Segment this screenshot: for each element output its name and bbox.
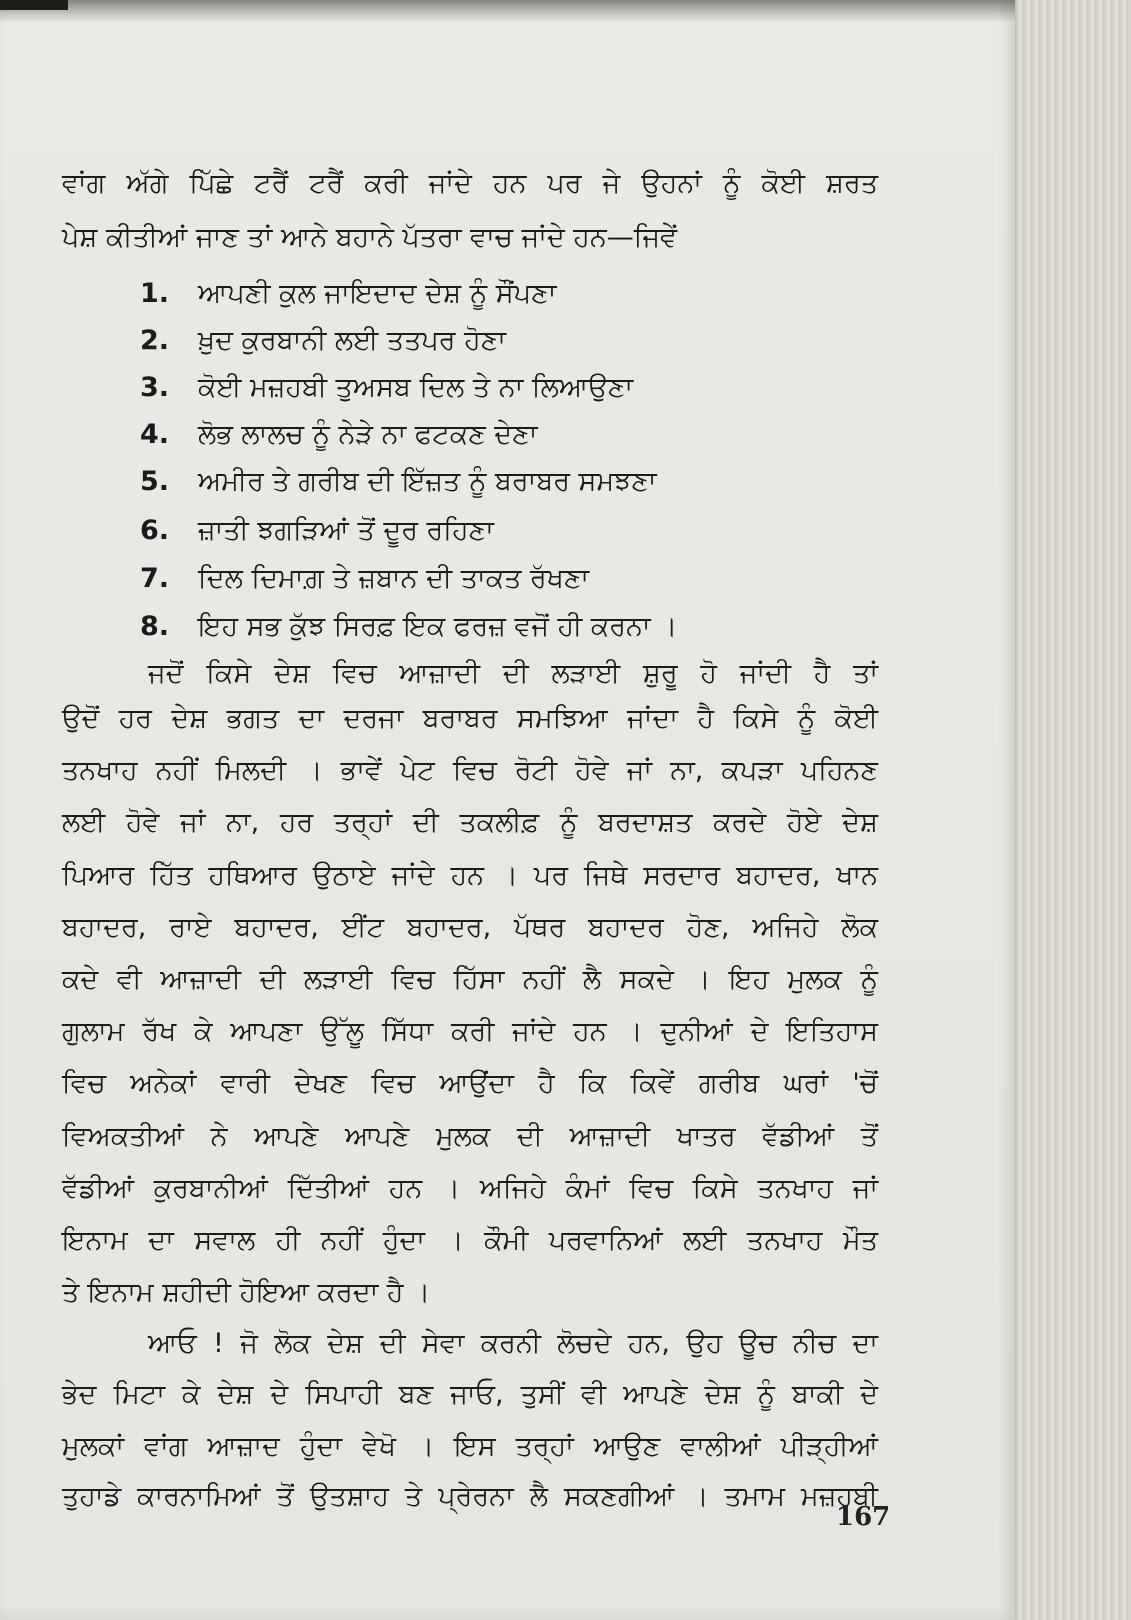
intro-line: ਵਾਂਗ ਅੱਗੇ ਪਿੱਛੇ ਟਰੈਂ ਟਰੈਂ ਕਰੀ ਜਾਂਦੇ ਹਨ ਪਰ ਜੇ ਉਹਨਾਂ ਨੂੰ ਕੋਈ ਸ਼ਰਤ [62,168,878,199]
list-text: ਜ਼ਾਤੀ ਝਗੜਿਆਂ ਤੋਂ ਦੂਰ ਰਹਿਣਾ [198,515,494,546]
list-text: ਲੋਭ ਲਾਲਚ ਨੂੰ ਨੇੜੇ ਨਾ ਫਟਕਣ ਦੇਣਾ [198,419,538,450]
list-number: 8. [140,611,170,642]
list-number: 1. [140,278,170,309]
list-item [140,565,589,592]
list-item [140,468,657,495]
paragraph-line: ਪਿਆਰ ਹਿੱਤ ਹਥਿਆਰ ਉਠਾਏ ਜਾਂਦੇ ਹਨ । ਪਰ ਜਿਥੇ ਸਰਦਾਰ ਬਹਾਦਰ, ਖਾਨ [62,860,878,891]
list-item [140,421,537,448]
paragraph-line: ਲਈ ਹੋਵੇ ਜਾਂ ਨਾ, ਹਰ ਤਰ੍ਹਾਂ ਦੀ ਤਕਲੀਫ਼ ਨੂੰ ਬਰਦਾਸ਼ਤ ਕਰਦੇ ਹੋਏ ਦੇਸ਼ [62,807,878,838]
paragraph-line: ਭੇਦ ਮਿਟਾ ਕੇ ਦੇਸ਼ ਦੇ ਸਿਪਾਹੀ ਬਣ ਜਾਓ, ਤੁਸੀਂ ਵੀ ਆਪਣੇ ਦੇਸ਼ ਨੂੰ ਬਾਕੀ ਦੇ [62,1379,878,1410]
paragraph-line: ਇਨਾਮ ਦਾ ਸਵਾਲ ਹੀ ਨਹੀਂ ਹੁੰਦਾ । ਕੌਮੀ ਪਰਵਾਨਿਆਂ ਲਈ ਤਨਖਾਹ ਮੌਤ [62,1225,878,1256]
paragraph-line: ਉਦੋਂ ਹਰ ਦੇਸ਼ ਭਗਤ ਦਾ ਦਰਜਾ ਬਰਾਬਰ ਸਮਝਿਆ ਜਾਂਦਾ ਹੈ ਕਿਸੇ ਨੂੰ ਕੋਈ [62,703,878,734]
list-number: 6. [140,515,170,546]
list-item [140,613,677,640]
list-text: ਕੋਈ ਮਜ਼ਹਬੀ ਤੁਅਸਬ ਦਿਲ ਤੇ ਨਾ ਲਿਆਉਣਾ [198,372,634,403]
paragraph-line: ਬਹਾਦਰ, ਰਾਏ ਬਹਾਦਰ, ਈਂਟ ਬਹਾਦਰ, ਪੱਥਰ ਬਹਾਦਰ ਹੋਣ, ਅਜਿਹੇ ਲੋਕ [62,912,878,943]
list-text: ਅਮੀਰ ਤੇ ਗਰੀਬ ਦੀ ਇੱਜ਼ਤ ਨੂੰ ਬਰਾਬਰ ਸਮਝਣਾ [198,466,657,497]
list-text: ਇਹ ਸਭ ਕੁੱਝ ਸਿਰਫ਼ ਇਕ ਫਰਜ਼ ਵਜੋਂ ਹੀ ਕਰਨਾ । [198,611,678,642]
paragraph-line: ਕਦੇ ਵੀ ਆਜ਼ਾਦੀ ਦੀ ਲੜਾਈ ਵਿਚ ਹਿੱਸਾ ਨਹੀਂ ਲੈ ਸਕਦੇ । ਇਹ ਮੁਲਕ ਨੂੰ [62,964,878,995]
list-item [140,517,494,544]
list-number: 7. [140,563,170,594]
paragraph-line: ਜਦੋਂ ਕਿਸੇ ਦੇਸ਼ ਵਿਚ ਆਜ਼ਾਦੀ ਦੀ ਲੜਾਈ ਸ਼ੁਰੂ ਹੋ ਜਾਂਦੀ ਹੈ ਤਾਂ [148,658,878,689]
paragraph-line: ਵਿਚ ਅਨੇਕਾਂ ਵਾਰੀ ਦੇਖਣ ਵਿਚ ਆਉਂਦਾ ਹੈ ਕਿ ਕਿਵੇਂ ਗਰੀਬ ਘਰਾਂ 'ਚੋਂ [62,1068,878,1099]
list-text: ਖ਼ੁਦ ਕੁਰਬਾਨੀ ਲਈ ਤਤਪਰ ਹੋਣਾ [198,325,507,356]
paragraph-line: ਵੱਡੀਆਂ ਕੁਰਬਾਨੀਆਂ ਦਿੱਤੀਆਂ ਹਨ । ਅਜਿਹੇ ਕੰਮਾਂ ਵਿਚ ਕਿਸੇ ਤਨਖਾਹ ਜਾਂ [62,1173,878,1204]
list-item [140,374,633,401]
intro-line: ਪੇਸ਼ ਕੀਤੀਆਂ ਜਾਣ ਤਾਂ ਆਨੇ ਬਹਾਨੇ ਪੱਤਰਾ ਵਾਚ ਜਾਂਦੇ ਹਨ—ਜਿਵੇਂ [62,222,677,253]
paragraph-line: ਤੇ ਇਨਾਮ ਸ਼ਹੀਦੀ ਹੋਇਆ ਕਰਦਾ ਹੈ । [62,1277,431,1308]
paragraph-line: ਗੁਲਾਮ ਰੱਖ ਕੇ ਆਪਣਾ ਉੱਲੂ ਸਿੱਧਾ ਕਰੀ ਜਾਂਦੇ ਹਨ । ਦੁਨੀਆਂ ਦੇ ਇਤਿਹਾਸ [62,1016,878,1047]
list-item [140,280,556,307]
page-stack-edge [1010,0,1131,1620]
page-number: 167 [836,1502,891,1532]
list-number: 3. [140,372,170,403]
paragraph-line: ਮੁਲਕਾਂ ਵਾਂਗ ਆਜ਼ਾਦ ਹੁੰਦਾ ਵੇਖੋ । ਇਸ ਤਰ੍ਹਾਂ ਆਉਣ ਵਾਲੀਆਂ ਪੀੜ੍ਹੀਆਂ [62,1431,878,1462]
paragraph-line: ਤੁਹਾਡੇ ਕਾਰਨਾਮਿਆਂ ਤੋਂ ਉਤਸ਼ਾਹ ਤੇ ਪ੍ਰੇਰਨਾ ਲੈ ਸਕਣਗੀਆਂ । ਤਮਾਮ ਮਜ਼ਹਬੀ [62,1481,878,1512]
list-text: ਆਪਣੀ ਕੁਲ ਜਾਇਦਾਦ ਦੇਸ਼ ਨੂੰ ਸੌਂਪਣਾ [198,278,557,309]
paragraph-line: ਵਿਅਕਤੀਆਂ ਨੇ ਆਪਣੇ ਆਪਣੇ ਮੁਲਕ ਦੀ ਆਜ਼ਾਦੀ ਖਾਤਰ ਵੱਡੀਆਂ ਤੋਂ [62,1121,878,1152]
paragraph-line: ਤਨਖਾਹ ਨਹੀਂ ਮਿਲਦੀ । ਭਾਵੇਂ ਪੇਟ ਵਿਚ ਰੋਟੀ ਹੋਵੇ ਜਾਂ ਨਾ, ਕਪੜਾ ਪਹਿਨਣ [62,755,878,786]
list-number: 5. [140,466,170,497]
paragraph-line: ਆਓ ! ਜੋ ਲੋਕ ਦੇਸ਼ ਦੀ ਸੇਵਾ ਕਰਨੀ ਲੋਚਦੇ ਹਨ, ਉਹ ਊਚ ਨੀਚ ਦਾ [148,1328,878,1359]
list-item [140,327,506,354]
list-number: 2. [140,325,170,356]
list-number: 4. [140,419,170,450]
list-text: ਦਿਲ ਦਿਮਾਗ਼ ਤੇ ਜ਼ਬਾਨ ਦੀ ਤਾਕਤ ਰੱਖਣਾ [198,563,590,594]
